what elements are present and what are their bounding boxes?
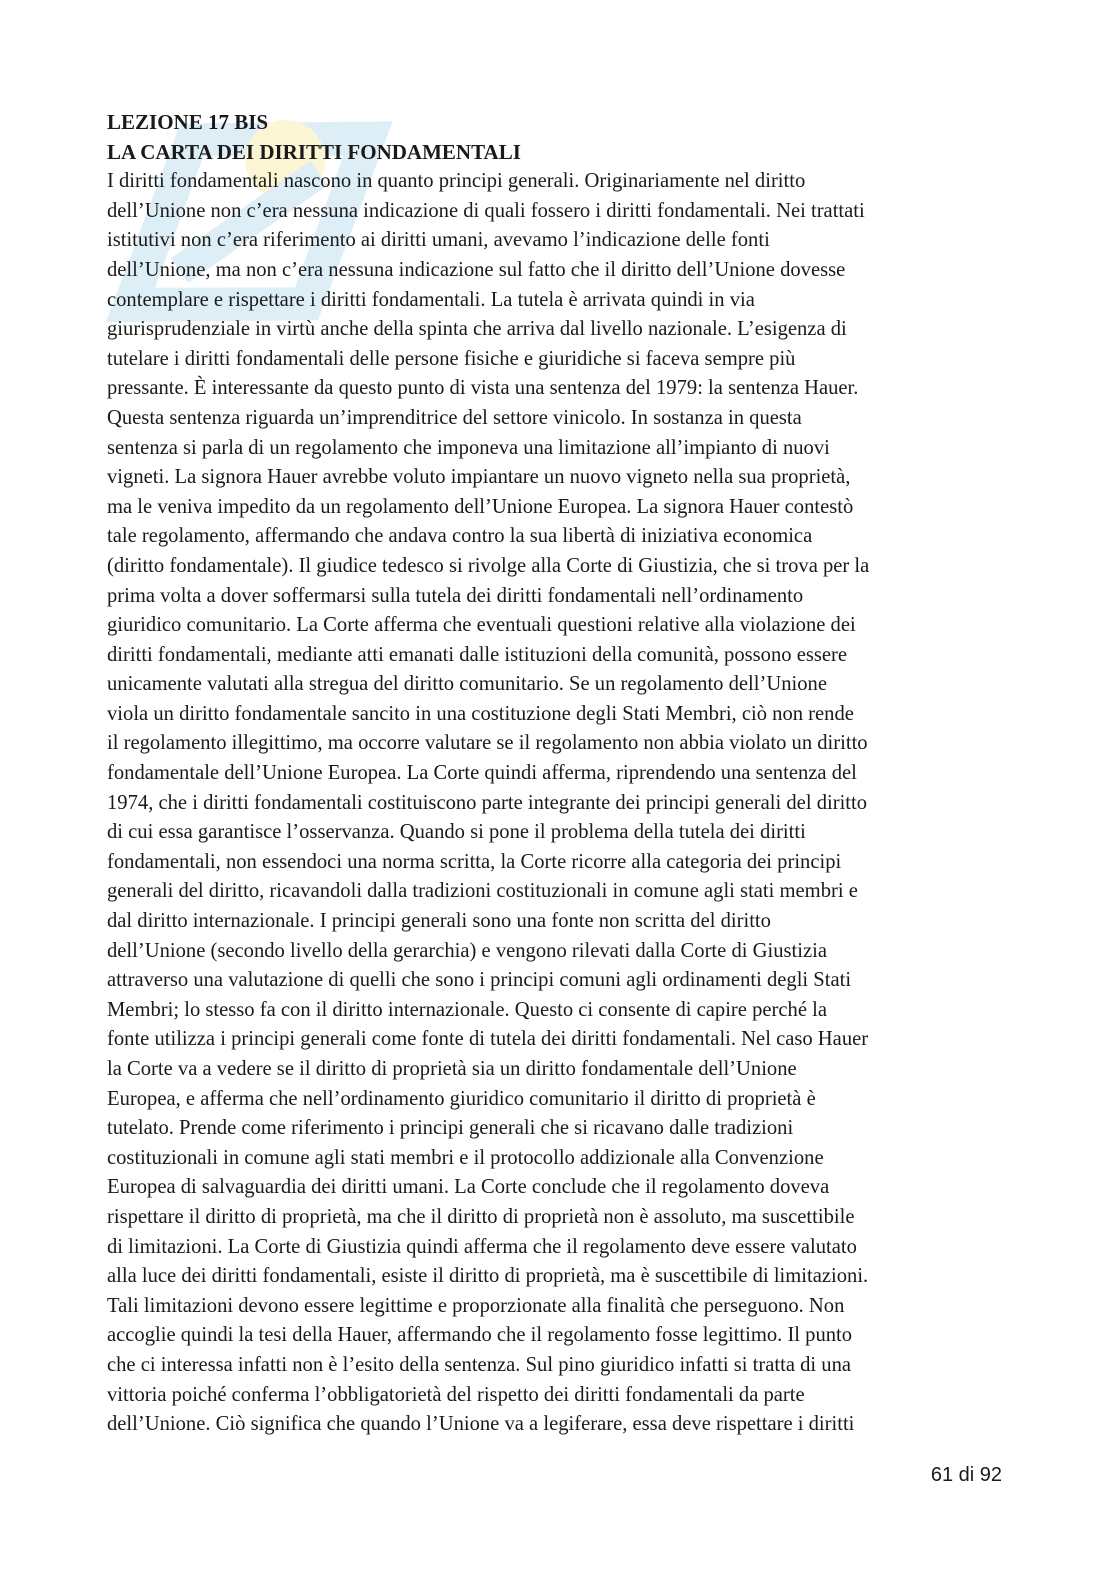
body-text-line: di limitazioni. La Corte di Giustizia quindi afferma che il regolamento deve essere valutato	[107, 1235, 857, 1258]
body-text-line: dell’Unione. Ciò significa che quando l’Unione va a legiferare, essa deve rispettare i diritti	[107, 1413, 855, 1436]
body-text-line: I diritti fondamentali nascono in quanto principi generali. Originariamente nel diritto	[107, 170, 806, 193]
body-paragraph	[107, 167, 1007, 1440]
body-text-line: fondamentali, non essendoci una norma scritta, la Corte ricorre alla categoria dei principi	[107, 850, 842, 873]
body-text-line: accoglie quindi la tesi della Hauer, affermando che il regolamento fosse legittimo. Il punto	[107, 1324, 853, 1347]
body-text-line: tutelare i diritti fondamentali delle persone fisiche e giuridiche si faceva sempre più	[107, 347, 796, 370]
body-text-line: Europea, e afferma che nell’ordinamento giuridico comunitario il diritto di proprietà è	[107, 1087, 816, 1110]
lesson-title	[107, 108, 1007, 167]
body-text-line: che ci interessa infatti non è l’esito della sentenza. Sul pino giuridico infatti si tratta di una	[107, 1353, 852, 1376]
body-text-line: attraverso una valutazione di quelli che sono i principi comuni agli ordinamenti degli Stati	[107, 969, 852, 992]
body-text-line: di cui essa garantisce l’osservanza. Quando si pone il problema della tutela dei diritti	[107, 821, 806, 844]
body-text-line: tutelato. Prende come riferimento i principi generali che si ricavano dalle tradizioni	[107, 1117, 794, 1140]
body-text-line: Questa sentenza riguarda un’imprenditrice del settore vinicolo. In sostanza in questa	[107, 406, 802, 429]
body-text-line: viola un diritto fondamentale sancito in una costituzione degli Stati Membri, ciò non rende	[107, 702, 854, 725]
body-text-line: istitutivi non c’era riferimento ai diritti umani, avevamo l’indicazione delle fonti	[107, 229, 770, 252]
body-text-line: (diritto fondamentale). Il giudice tedesco si rivolge alla Corte di Giustizia, che si trova per la	[107, 554, 870, 577]
body-text-line: vigneti. La signora Hauer avrebbe voluto impiantare un nuovo vigneto nella sua proprietà,	[107, 466, 851, 489]
body-text-line: ma le veniva impedito da un regolamento dell’Unione Europea. La signora Hauer contestò	[107, 495, 854, 518]
body-text-line: Europea di salvaguardia dei diritti umani. La Corte conclude che il regolamento doveva	[107, 1176, 830, 1199]
body-text-line: prima volta a dover soffermarsi sulla tutela dei diritti fondamentali nell’ordinamento	[107, 584, 804, 607]
body-text-line: costituzionali in comune agli stati membri e il protocollo addizionale alla Convenzione	[107, 1146, 824, 1169]
body-text-line: contemplare e rispettare i diritti fondamentali. La tutela è arrivata quindi in via	[107, 288, 755, 311]
body-text-line: dell’Unione non c’era nessuna indicazione di quali fossero i diritti fondamentali. Nei trattati	[107, 199, 865, 222]
body-text-line: dal diritto internazionale. I principi generali sono una fonte non scritta del diritto	[107, 910, 771, 933]
body-text-line: generali del diritto, ricavandoli dalla tradizioni costituzionali in comune agli stati membri e	[107, 880, 858, 903]
page-number: 61 di 92	[930, 1464, 1002, 1486]
body-text-line: rispettare il diritto di proprietà, ma che il diritto di proprietà non è assoluto, ma suscettibile	[107, 1205, 855, 1228]
body-text-line: la Corte va a vedere se il diritto di proprietà sia un diritto fondamentale dell’Unione	[107, 1058, 797, 1080]
document-page	[107, 108, 1007, 1440]
body-text-line: giurisprudenziale in virtù anche della spinta che arriva dal livello nazionale. L’esigenza di	[107, 318, 847, 341]
body-text-line: vittoria poiché conferma l’obbligatorietà del rispetto dei diritti fondamentali da parte	[107, 1383, 805, 1406]
body-text-line: alla luce dei diritti fondamentali, esiste il diritto di proprietà, ma è suscettibile di limitazioni.	[107, 1265, 869, 1288]
body-text-line: dell’Unione (secondo livello della gerarchia) e vengono rilevati dalla Corte di Giustizia	[107, 939, 827, 962]
body-text-line: Membri; lo stesso fa con il diritto internazionale. Questo ci consente di capire perché la	[107, 998, 827, 1021]
body-text-line: fonte utilizza i principi generali come fonte di tutela dei diritti fondamentali. Nel caso Hauer	[107, 1028, 869, 1051]
body-text-line: Tali limitazioni devono essere legittime e proporzionate alla finalità che perseguono. Non	[107, 1294, 845, 1317]
body-text-line: giuridico comunitario. La Corte afferma che eventuali questioni relative alla violazione dei	[107, 614, 856, 637]
body-text-line: unicamente valutati alla stregua del diritto comunitario. Se un regolamento dell’Unione	[107, 673, 827, 696]
body-text-line: tale regolamento, affermando che andava contro la sua libertà di iniziativa economica	[107, 525, 813, 548]
body-text-line: fondamentale dell’Unione Europea. La Corte quindi afferma, riprendendo una sentenza del	[107, 762, 857, 785]
body-text-line: pressante. È interessante da questo punto di vista una sentenza del 1979: la sentenza Hauer.	[107, 377, 859, 400]
lesson-number-heading: LEZIONE 17 BIS	[107, 110, 269, 134]
body-text-line: sentenza si parla di un regolamento che imponeva una limitazione all’impianto di nuovi	[107, 436, 830, 459]
body-text-line: diritti fondamentali, mediante atti emanati dalle istituzioni della comunità, possono essere	[107, 643, 848, 666]
lesson-topic-heading: LA CARTA DEI DIRITTI FONDAMENTALI	[107, 139, 521, 164]
body-text-line: 1974, che i diritti fondamentali costituiscono parte integrante dei principi generali del diritto	[107, 791, 868, 814]
body-text-line: dell’Unione, ma non c’era nessuna indicazione sul fatto che il diritto dell’Unione dovesse	[107, 258, 846, 281]
body-text-line: il regolamento illegittimo, ma occorre valutare se il regolamento non abbia violato un diritto	[107, 732, 868, 755]
